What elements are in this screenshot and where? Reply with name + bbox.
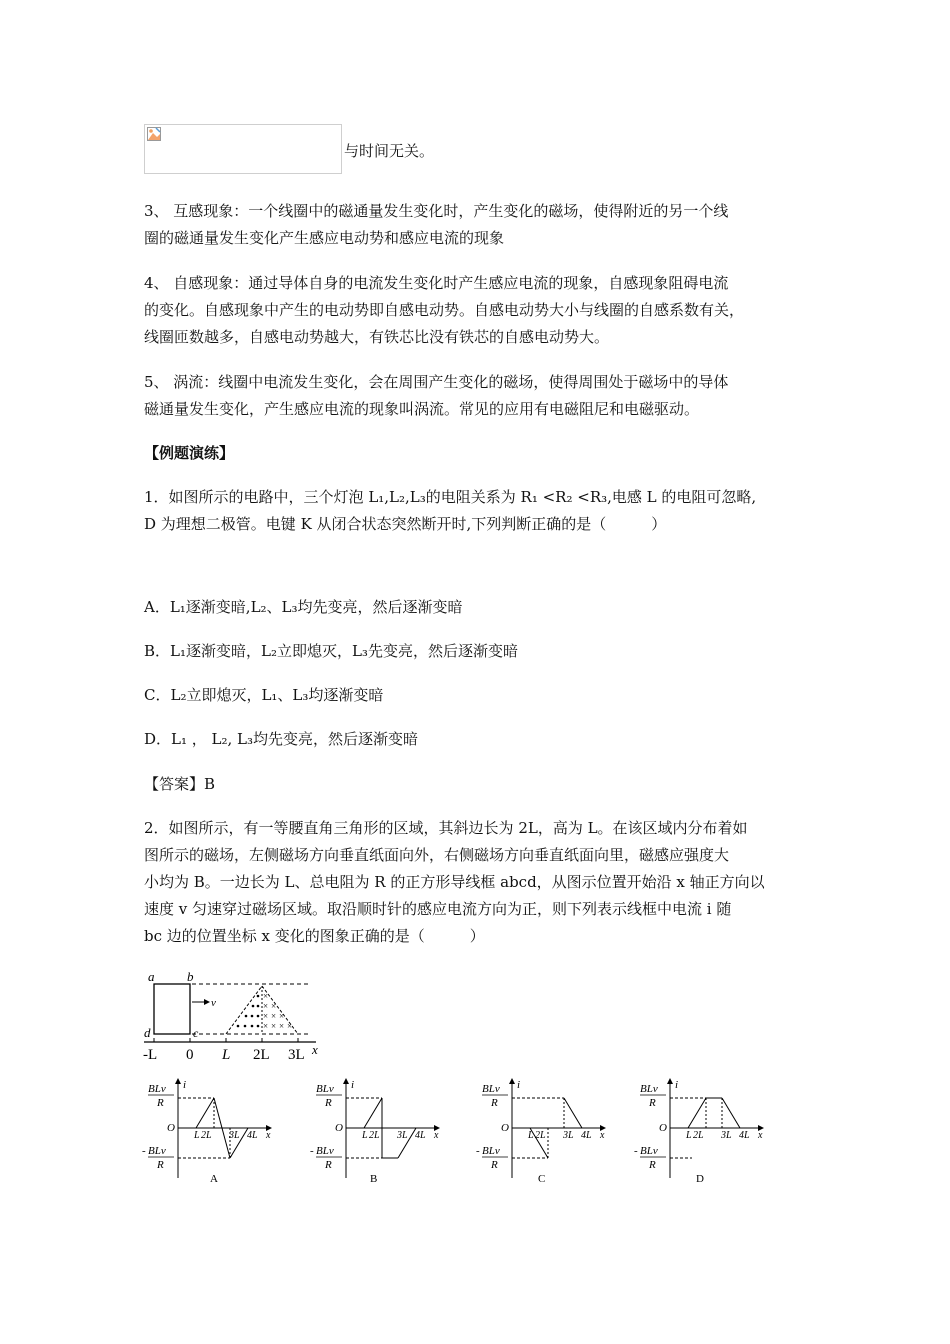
caption-d: D (696, 1173, 704, 1185)
svg-text:×: × (271, 1011, 277, 1021)
para-4-line2: 的变化。自感现象中产生的电动势即自感电动势。自感电动势大小与线圈的自感系数有关， (144, 301, 745, 319)
q2-line1: 2．如图所示，有一等腰直角三角形的区域，其斜边长为 2L，高为 L。在该区域内分布着如 (144, 819, 748, 837)
svg-text:i: i (675, 1079, 679, 1091)
svg-text:x: x (266, 1130, 271, 1141)
field-out-dots (237, 995, 260, 1028)
graph-d (632, 1078, 782, 1188)
broken-image-icon (147, 127, 161, 141)
svg-text:O: O (335, 1122, 343, 1134)
para-4-line1: 4、 自感现象：通过导体自身的电流发生变化时产生感应电流的现象，自感现象阻碍电流 (144, 274, 729, 292)
svg-text:R: R (491, 1159, 498, 1171)
corner-d: d (144, 1025, 151, 1040)
para-5-line2: 磁通量发生变化，产生感应电流的现象叫涡流。常见的应用有电磁阻尼和电磁驱动。 (144, 400, 700, 418)
q1-line1: 1．如图所示的电路中，三个灯泡 L₁,L₂,L₃的电阻关系为 R₁ <R₂ <R₃,电感 L 的电阻可忽略, (144, 488, 757, 506)
para-3-line2: 圈的磁通量发生变化产生感应电动势和感应电流的现象 (144, 229, 505, 247)
svg-text:R: R (491, 1097, 498, 1109)
square-loop (154, 984, 190, 1034)
svg-text:×: × (271, 1001, 277, 1011)
svg-text:L: L (686, 1130, 692, 1141)
field-in-crosses (263, 991, 292, 1031)
caption-b: B (370, 1173, 378, 1185)
caption-a: A (210, 1173, 218, 1185)
svg-text:×: × (263, 1021, 269, 1031)
svg-text:O: O (167, 1122, 175, 1134)
svg-text:BLv: BLv (640, 1083, 658, 1095)
q1-option-d: D．L₁ ， L₂, L₃均先变亮，然后逐渐变暗 (144, 730, 419, 748)
q2-line3: 小均为 B。一边长为 L、总电阻为 R 的正方形导线框 abcd，从图示位置开始沿 x 轴正方向以 (144, 873, 765, 891)
svg-text:R: R (649, 1159, 656, 1171)
tick-neg-l: -L (143, 1047, 158, 1063)
svg-text:i: i (351, 1079, 355, 1091)
svg-text:-: - (310, 1145, 314, 1157)
para-4-line3: 线圈匝数越多，自感电动势越大，有铁芯比没有铁芯的自感电动势大。 (144, 328, 610, 346)
svg-text:i: i (517, 1079, 521, 1091)
tick-2l: 2L (253, 1047, 270, 1063)
caption-c: C (538, 1173, 546, 1185)
svg-text:-: - (634, 1145, 638, 1157)
svg-text:×: × (263, 991, 269, 1001)
q1-option-a: A．L₁逐渐变暗,L₂、L₃均先变亮，然后逐渐变暗 (144, 598, 463, 616)
svg-text:2L: 2L (369, 1130, 380, 1141)
svg-text:L: L (362, 1130, 368, 1141)
svg-text:4L: 4L (581, 1130, 592, 1141)
q1-option-c: C．L₂立即熄灭，L₁、L₃均逐渐变暗 (144, 686, 384, 704)
svg-text:3L: 3L (721, 1130, 732, 1141)
svg-text:BLv: BLv (482, 1083, 500, 1095)
svg-text:×: × (263, 1011, 269, 1021)
svg-text:×: × (279, 1021, 285, 1031)
broken-image-placeholder (144, 124, 342, 174)
magnetic-field-figure (140, 968, 340, 1064)
para-3-line1: 3、 互感现象：一个线圈中的磁通量发生变化时，产生变化的磁场，使得附近的另一个线 (144, 202, 729, 220)
fragment-text: 与时间无关。 (344, 142, 435, 160)
tick-l: L (222, 1047, 231, 1063)
q2-line2: 图所示的磁场，左侧磁场方向垂直纸面向外，右侧磁场方向垂直纸面向里，磁感应强度大 (144, 846, 730, 864)
q2-line4: 速度 v 匀速穿过磁场区域。取沿顺时针的感应电流方向为正，则下列表示线框中电流 i 随 (144, 900, 732, 918)
svg-text:L: L (194, 1130, 200, 1141)
svg-text:R: R (325, 1159, 332, 1171)
svg-text:BLv: BLv (482, 1145, 500, 1157)
svg-text:3L: 3L (563, 1130, 574, 1141)
svg-text:R: R (157, 1159, 164, 1171)
svg-text:L: L (528, 1130, 534, 1141)
svg-text:i: i (183, 1079, 187, 1091)
q1-answer: 【答案】B (144, 775, 216, 793)
svg-text:O: O (659, 1122, 667, 1134)
svg-text:4L: 4L (415, 1130, 426, 1141)
corner-a: a (148, 969, 155, 984)
svg-text:BLv: BLv (148, 1083, 166, 1095)
q2-line5: bc 边的位置坐标 x 变化的图象正确的是（ ） (144, 927, 485, 945)
svg-text:×: × (279, 1011, 285, 1021)
svg-text:-: - (476, 1145, 480, 1157)
svg-text:4L: 4L (739, 1130, 750, 1141)
tick-zero: 0 (186, 1047, 194, 1063)
svg-text:O: O (501, 1122, 509, 1134)
svg-text:R: R (325, 1097, 332, 1109)
para-5-line1: 5、 涡流：线圈中电流发生变化，会在周围产生变化的磁场，使得周围处于磁场中的导体 (144, 373, 729, 391)
svg-text:2L: 2L (693, 1130, 704, 1141)
svg-text:x: x (434, 1130, 439, 1141)
section-title: 【例题演练】 (144, 444, 235, 462)
svg-text:x: x (600, 1130, 605, 1141)
corner-b: b (187, 969, 194, 984)
svg-text:4L: 4L (247, 1130, 258, 1141)
svg-text:3L: 3L (229, 1130, 240, 1141)
svg-text:2L: 2L (201, 1130, 212, 1141)
q1-option-b: B．L₁逐渐变暗，L₂立即熄灭，L₃先变亮，然后逐渐变暗 (144, 642, 518, 660)
svg-text:BLv: BLv (640, 1145, 658, 1157)
svg-text:×: × (287, 1021, 293, 1031)
svg-text:BLv: BLv (316, 1083, 334, 1095)
svg-text:3L: 3L (397, 1130, 408, 1141)
svg-text:R: R (649, 1097, 656, 1109)
tick-3l: 3L (288, 1047, 305, 1063)
svg-text:x: x (758, 1130, 763, 1141)
axis-x-label: x (312, 1042, 318, 1057)
graph-a (140, 1078, 290, 1188)
corner-c: c (193, 1026, 199, 1040)
graph-c (474, 1078, 624, 1188)
svg-text:R: R (157, 1097, 164, 1109)
svg-text:×: × (263, 1001, 269, 1011)
svg-text:×: × (271, 1021, 277, 1031)
graph-b (308, 1078, 458, 1188)
svg-text:-: - (142, 1145, 146, 1157)
velocity-label: v (211, 997, 216, 1009)
q1-line2: D 为理想二极管。电键 K 从闭合状态突然断开时,下列判断正确的是（ ） (144, 515, 667, 533)
svg-text:BLv: BLv (316, 1145, 334, 1157)
svg-text:BLv: BLv (148, 1145, 166, 1157)
svg-text:2L: 2L (535, 1130, 546, 1141)
